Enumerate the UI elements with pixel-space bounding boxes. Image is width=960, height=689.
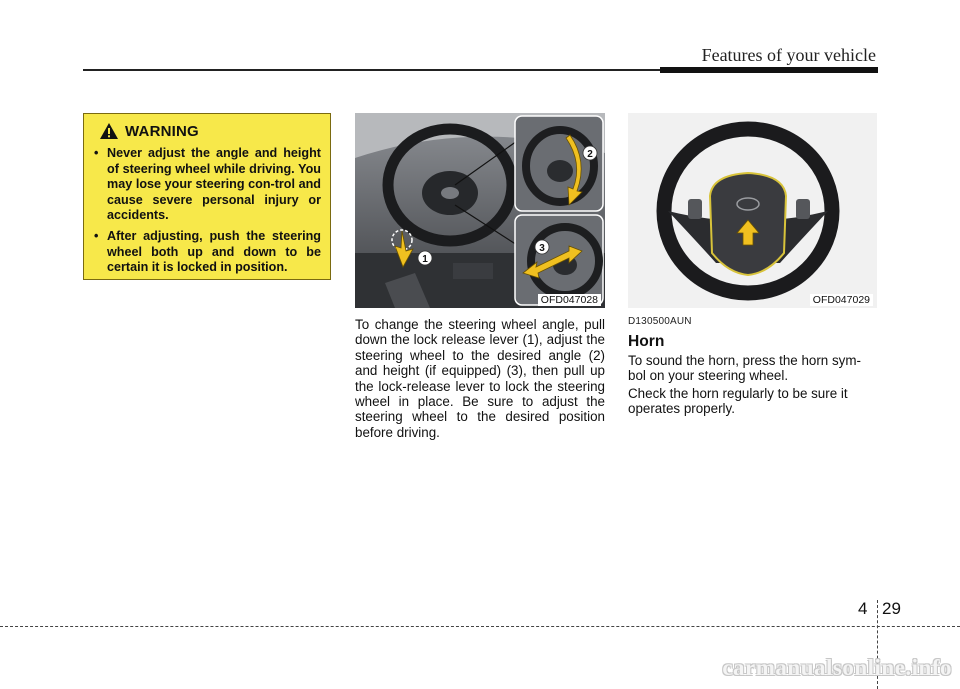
horn-paragraph: To sound the horn, press the horn sym-bol on your steering wheel.: [628, 352, 861, 383]
warning-title: WARNING: [125, 122, 199, 140]
chapter-number: 4: [858, 599, 868, 618]
header-rule-accent: [660, 67, 878, 73]
figure-label: OFD047028: [538, 294, 601, 306]
section-title: Horn: [628, 333, 665, 351]
warning-item: • After adjusting, push the steering wheel both up and down to be certain it is locked in position.: [93, 229, 321, 276]
warning-header: [99, 122, 321, 140]
figure-label: OFD047029: [810, 294, 873, 306]
callout-3: 3: [539, 243, 545, 254]
warning-triangle-icon: [99, 122, 119, 140]
section-code: D130500AUN: [628, 316, 692, 327]
header-title: Features of your vehicle: [701, 45, 876, 65]
warning-box: [83, 113, 331, 280]
horn-paragraph: Check the horn regularly to be sure it operates properly.: [628, 386, 848, 417]
callout-1: 1: [422, 254, 428, 265]
warning-item: • Never adjust the angle and height of steering wheel while driving. You may lose your steering con-trol and cause severe personal injury or accidents.: [93, 146, 321, 224]
watermark: carmanualsonline.info: [722, 655, 952, 680]
horn-photo: [628, 113, 877, 308]
horn-section: [628, 314, 878, 417]
steering-adjust-paragraph: To change the steering wheel angle, pull down the lock release lever (1), adjust the steering wheel to the desired angle (2) and height (if equipped) (3), then pull up the lock-release lever to lock the steering wheel in place. Be sure to adjust the steering wheel to the desired position before driving.: [355, 317, 605, 440]
horn-illustration: [628, 113, 877, 308]
footer-rule: [0, 626, 960, 627]
steering-adjust-photo: [355, 113, 605, 308]
callout-2: 2: [587, 149, 593, 160]
page-number: 29: [882, 599, 901, 618]
steering-adjust-illustration: [355, 113, 605, 308]
warning-list: [93, 146, 321, 276]
